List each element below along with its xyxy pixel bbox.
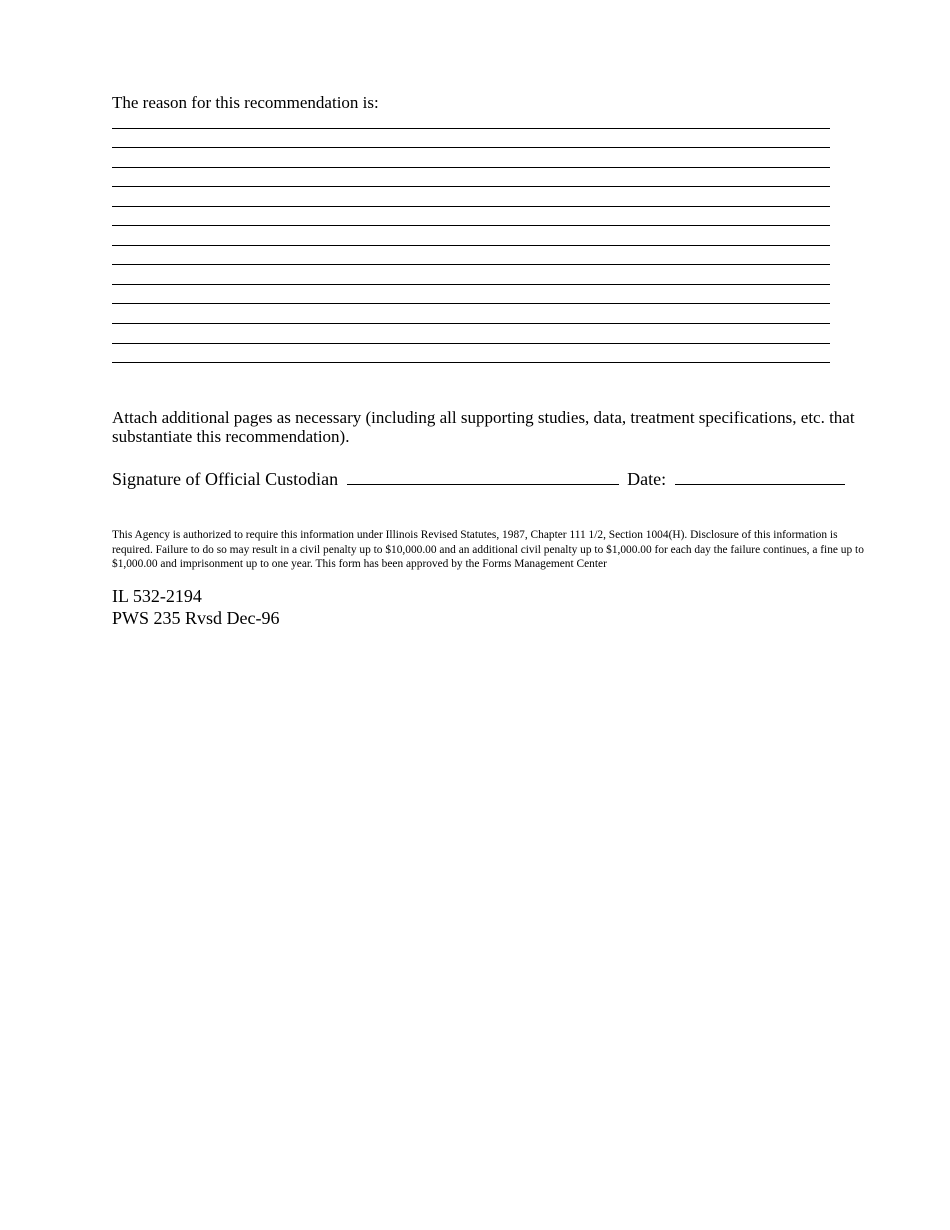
reason-blank-line[interactable]	[112, 324, 830, 344]
reason-blank-line[interactable]	[112, 226, 830, 246]
authority-statement: This Agency is authorized to require this information under Illinois Revised Statutes, 1987, Chapter 111 1/2, Section 1004(H). Disclosure of this information is required. Failure to do so may result in a civil penalty up to $10,000.00 and an additional civil penalty up to $1,000.00 for each day the failure continues, a fine up to $1,000.00 and imprisonment up to one year. This form has been approved by the Forms Management Center	[112, 529, 864, 570]
signature-blank[interactable]	[347, 468, 619, 485]
reason-blank-line[interactable]	[112, 246, 830, 266]
signature-row	[112, 468, 845, 489]
reason-blank-line[interactable]	[112, 187, 830, 207]
reason-blank-line[interactable]	[112, 129, 830, 149]
attach-note: Attach additional pages as necessary (including all supporting studies, data, treatment specifications, etc. that substantiate this recommendation).	[112, 408, 855, 446]
reason-blank-line[interactable]	[112, 168, 830, 188]
date-label: Date:	[627, 469, 667, 489]
reason-blank-line[interactable]	[112, 304, 830, 324]
form-revision: PWS 235 Rvsd Dec-96	[112, 608, 280, 628]
date-blank[interactable]	[675, 468, 845, 485]
reason-blank-line[interactable]	[112, 207, 830, 227]
reason-blank-line[interactable]	[112, 285, 830, 305]
reason-label: The reason for this recommendation is:	[112, 93, 379, 112]
reason-blank-line[interactable]	[112, 148, 830, 168]
reason-blank-lines	[112, 109, 830, 363]
signature-label: Signature of Official Custodian	[112, 469, 339, 489]
reason-blank-line[interactable]	[112, 344, 830, 364]
form-number: IL 532-2194	[112, 586, 202, 606]
reason-blank-line[interactable]	[112, 265, 830, 285]
reason-blank-line[interactable]	[112, 109, 830, 129]
